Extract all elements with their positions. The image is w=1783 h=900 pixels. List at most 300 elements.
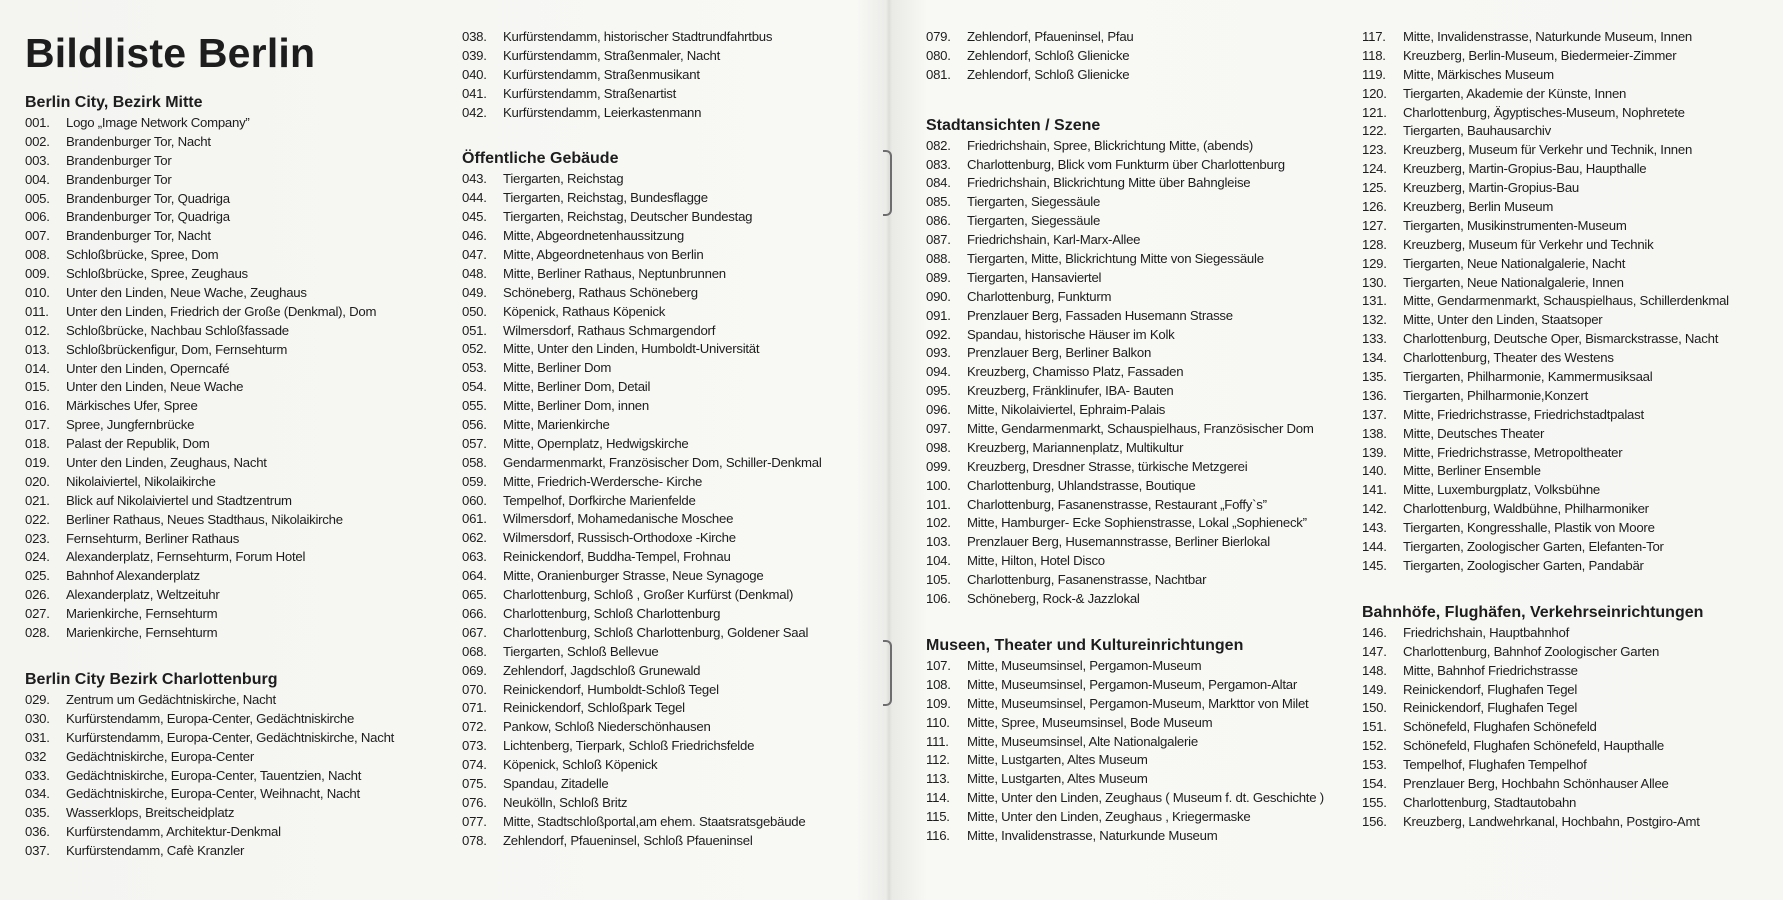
list-item bbox=[926, 420, 1346, 439]
item-caption: Kurfürstendamm, Straßenartist bbox=[503, 85, 677, 101]
list-item bbox=[462, 756, 882, 775]
item-caption: Tiergarten, Zoologischer Garten, Pandabär bbox=[1403, 557, 1644, 573]
item-caption: Unter den Linden, Neue Wache bbox=[66, 379, 244, 395]
item-caption: Mitte, Hamburger- Ecke Sophienstrasse, Lokal „Sophieneck” bbox=[967, 515, 1307, 531]
item-number: 130. bbox=[1362, 274, 1387, 290]
item-caption: Wilmersdorf, Rathaus Schmargendorf bbox=[503, 322, 716, 338]
item-caption: Tiergarten, Zoologischer Garten, Elefanten-Tor bbox=[1403, 539, 1664, 555]
item-number: 114. bbox=[926, 790, 950, 806]
item-number: 142. bbox=[1362, 501, 1387, 517]
item-number: 029. bbox=[25, 691, 50, 707]
list-item bbox=[926, 212, 1346, 231]
item-caption: Tiergarten, Musikinstrumenten-Museum bbox=[1403, 217, 1627, 233]
item-caption: Friedrichshain, Spree, Blickrichtung Mitte, (abends) bbox=[967, 137, 1254, 153]
list-item bbox=[462, 624, 882, 643]
item-number: 125. bbox=[1362, 180, 1387, 196]
list-item bbox=[926, 676, 1346, 695]
list-item bbox=[25, 804, 445, 823]
item-caption: Schönefeld, Flughafen Schönefeld bbox=[1403, 719, 1597, 735]
list-item bbox=[462, 85, 882, 104]
list-item bbox=[926, 382, 1346, 401]
item-number: 100. bbox=[926, 477, 951, 493]
list-item bbox=[1362, 538, 1782, 557]
list-item bbox=[462, 775, 882, 794]
list-item bbox=[926, 496, 1346, 515]
item-number: 152. bbox=[1362, 738, 1387, 754]
list-item bbox=[25, 265, 445, 284]
item-caption: Schloßbrücke, Nachbau Schloßfassade bbox=[66, 322, 289, 338]
list-item bbox=[462, 681, 882, 700]
item-number: 117. bbox=[1362, 29, 1386, 44]
section-heading-museen: Museen, Theater und Kultureinrichtungen bbox=[926, 636, 1244, 654]
item-caption: Mitte, Deutsches Theater bbox=[1403, 425, 1545, 441]
list-oeffentlich-b bbox=[926, 28, 1346, 85]
item-caption: Kreuzberg, Berlin Museum bbox=[1403, 199, 1554, 215]
item-caption: Nikolaiviertel, Nikolaikirche bbox=[66, 473, 216, 489]
item-number: 004. bbox=[25, 171, 50, 187]
item-number: 088. bbox=[926, 251, 951, 267]
list-item bbox=[1362, 85, 1782, 104]
item-caption: Marienkirche, Fernsehturm bbox=[66, 606, 218, 622]
spacer bbox=[926, 609, 1346, 635]
item-number: 110. bbox=[926, 714, 950, 730]
list-item bbox=[926, 137, 1346, 156]
list-item bbox=[1362, 425, 1782, 444]
item-number: 098. bbox=[926, 439, 951, 455]
item-caption: Brandenburger Tor bbox=[66, 171, 172, 187]
item-number: 064. bbox=[462, 568, 487, 584]
spacer bbox=[926, 85, 1346, 115]
item-caption: Mitte, Berliner Dom bbox=[503, 360, 612, 376]
item-caption: Prenzlauer Berg, Hochbahn Schönhauser Allee bbox=[1403, 775, 1669, 791]
item-number: 109. bbox=[926, 695, 951, 711]
item-caption: Kurfürstendamm, Europa-Center, Gedächtniskirche bbox=[66, 710, 355, 726]
list-item bbox=[1362, 756, 1782, 775]
item-number: 134. bbox=[1362, 350, 1387, 366]
list-item bbox=[926, 193, 1346, 212]
item-number: 057. bbox=[462, 435, 487, 451]
item-number: 017. bbox=[25, 417, 50, 433]
list-item bbox=[926, 174, 1346, 193]
item-caption: Schöneberg, Rathaus Schöneberg bbox=[503, 284, 698, 300]
item-number: 071. bbox=[462, 700, 487, 716]
list-item bbox=[1362, 274, 1782, 293]
list-item bbox=[926, 695, 1346, 714]
list-item bbox=[1362, 794, 1782, 813]
item-number: 106. bbox=[926, 591, 951, 607]
list-item bbox=[926, 770, 1346, 789]
item-caption: Mitte, Unter den Linden, Zeughaus , Kriegermaske bbox=[967, 809, 1251, 825]
list-item bbox=[462, 492, 882, 511]
list-item bbox=[926, 657, 1346, 676]
list-item bbox=[1362, 406, 1782, 425]
item-caption: Spandau, historische Häuser im Kolk bbox=[967, 326, 1175, 342]
list-item bbox=[926, 827, 1346, 846]
item-caption: Brandenburger Tor, Quadriga bbox=[66, 209, 230, 225]
list-item bbox=[462, 548, 882, 567]
list-item bbox=[926, 751, 1346, 770]
item-number: 009. bbox=[25, 266, 50, 282]
list-item bbox=[462, 794, 882, 813]
list-item bbox=[1362, 66, 1782, 85]
list-item bbox=[926, 533, 1346, 552]
item-number: 092. bbox=[926, 326, 951, 342]
item-number: 059. bbox=[462, 473, 487, 489]
list-item bbox=[25, 378, 445, 397]
item-caption: Mitte, Oranienburger Strasse, Neue Synagoge bbox=[503, 568, 764, 584]
item-number: 091. bbox=[926, 307, 951, 323]
item-caption: Tiergarten, Philharmonie,Konzert bbox=[1403, 387, 1589, 403]
item-number: 012. bbox=[25, 322, 50, 338]
item-number: 078. bbox=[462, 832, 487, 848]
list-item bbox=[1362, 387, 1782, 406]
list-item bbox=[462, 303, 882, 322]
item-number: 102. bbox=[926, 515, 951, 531]
item-caption: Kurfürstendamm, Europa-Center, Gedächtniskirche, Nacht bbox=[66, 729, 395, 745]
item-number: 005. bbox=[25, 190, 50, 206]
list-item bbox=[1362, 255, 1782, 274]
item-number: 095. bbox=[926, 383, 951, 399]
item-caption: Tiergarten, Hansaviertel bbox=[967, 269, 1102, 285]
list-item bbox=[462, 737, 882, 756]
column-2 bbox=[462, 28, 882, 851]
item-number: 019. bbox=[25, 455, 50, 471]
list-item bbox=[926, 552, 1346, 571]
list-item bbox=[1362, 681, 1782, 700]
item-number: 083. bbox=[926, 156, 951, 172]
item-caption: Schloßbrücke, Spree, Zeughaus bbox=[66, 266, 248, 282]
list-item bbox=[1362, 292, 1782, 311]
item-number: 119. bbox=[1362, 66, 1386, 82]
item-caption: Spandau, Zitadelle bbox=[503, 775, 609, 791]
item-caption: Mitte, Gendarmenmarkt, Schauspielhaus, Französischer Dom bbox=[967, 421, 1314, 437]
item-number: 002. bbox=[25, 133, 50, 149]
item-caption: Unter den Linden, Zeughaus, Nacht bbox=[66, 455, 267, 471]
item-caption: Logo „Image Network Company” bbox=[66, 115, 250, 130]
list-item bbox=[25, 691, 445, 710]
item-number: 067. bbox=[462, 624, 487, 640]
item-number: 107. bbox=[926, 657, 951, 673]
item-caption: Prenzlauer Berg, Fassaden Husemann Strasse bbox=[967, 307, 1233, 323]
item-caption: Schloßbrückenfigur, Dom, Fernsehturm bbox=[66, 341, 288, 357]
item-number: 146. bbox=[1362, 624, 1387, 640]
item-number: 053. bbox=[462, 360, 487, 376]
list-item bbox=[1362, 519, 1782, 538]
list-item bbox=[1362, 198, 1782, 217]
item-number: 124. bbox=[1362, 161, 1387, 177]
list-item bbox=[462, 208, 882, 227]
staple-top bbox=[883, 150, 892, 216]
list-item bbox=[926, 326, 1346, 345]
item-caption: Wilmersdorf, Mohamedanische Moschee bbox=[503, 511, 734, 527]
item-number: 136. bbox=[1362, 387, 1387, 403]
item-caption: Charlottenburg, Fasanenstrasse, Nachtbar bbox=[967, 572, 1207, 588]
item-number: 138. bbox=[1362, 425, 1387, 441]
item-number: 065. bbox=[462, 587, 487, 603]
item-caption: Mitte, Spree, Museumsinsel, Bode Museum bbox=[967, 714, 1213, 730]
list-item bbox=[462, 340, 882, 359]
item-number: 068. bbox=[462, 643, 487, 659]
item-number: 049. bbox=[462, 284, 487, 300]
item-number: 021. bbox=[25, 492, 50, 508]
item-caption: Tiergarten, Schloß Bellevue bbox=[503, 643, 659, 659]
list-item bbox=[926, 789, 1346, 808]
item-number: 147. bbox=[1362, 643, 1387, 659]
item-caption: Tiergarten, Akademie der Künste, Innen bbox=[1403, 85, 1627, 101]
item-caption: Charlottenburg, Uhlandstrasse, Boutique bbox=[967, 477, 1196, 493]
item-caption: Zehlendorf, Pfaueninsel, Pfau bbox=[967, 29, 1134, 44]
list-item bbox=[462, 416, 882, 435]
list-item bbox=[25, 114, 445, 133]
spacer bbox=[462, 122, 882, 148]
item-caption: Kurfürstendamm, historischer Stadtrundfahrtbus bbox=[503, 29, 773, 44]
list-mitte bbox=[25, 114, 445, 643]
item-number: 148. bbox=[1362, 662, 1387, 678]
item-caption: Bahnhof Alexanderplatz bbox=[66, 568, 200, 584]
item-caption: Charlottenburg, Funkturm bbox=[967, 288, 1112, 304]
list-item bbox=[926, 363, 1346, 382]
list-item bbox=[25, 227, 445, 246]
item-number: 156. bbox=[1362, 813, 1387, 829]
item-number: 135. bbox=[1362, 369, 1387, 385]
item-number: 131. bbox=[1362, 293, 1387, 309]
item-number: 075. bbox=[462, 775, 487, 791]
item-number: 058. bbox=[462, 454, 487, 470]
list-item bbox=[1362, 481, 1782, 500]
item-number: 128. bbox=[1362, 236, 1387, 252]
item-number: 122. bbox=[1362, 123, 1387, 139]
item-number: 084. bbox=[926, 175, 951, 191]
item-number: 043. bbox=[462, 171, 487, 187]
list-item bbox=[25, 473, 445, 492]
item-number: 030. bbox=[25, 710, 50, 726]
list-item bbox=[462, 605, 882, 624]
page-title: Bildliste Berlin bbox=[25, 30, 316, 76]
item-caption: Mitte, Opernplatz, Hedwigskirche bbox=[503, 435, 689, 451]
item-caption: Mitte, Berliner Dom, Detail bbox=[503, 379, 651, 395]
item-caption: Pankow, Schloß Niederschönhausen bbox=[503, 719, 711, 735]
list-item bbox=[25, 360, 445, 379]
item-caption: Neukölln, Schloß Britz bbox=[503, 794, 628, 810]
item-number: 036. bbox=[25, 824, 50, 840]
list-item bbox=[25, 823, 445, 842]
section-heading-bahnhoefe: Bahnhöfe, Flughäfen, Verkehrseinrichtungen bbox=[1362, 603, 1704, 621]
list-item bbox=[926, 288, 1346, 307]
item-number: 022. bbox=[25, 511, 50, 527]
item-caption: Prenzlauer Berg, Berliner Balkon bbox=[967, 345, 1152, 361]
item-caption: Mitte, Unter den Linden, Humboldt-Universität bbox=[503, 341, 760, 357]
list-item bbox=[926, 47, 1346, 66]
item-number: 079. bbox=[926, 29, 951, 44]
list-item bbox=[1362, 28, 1782, 47]
item-number: 112. bbox=[926, 752, 950, 768]
item-number: 054. bbox=[462, 379, 487, 395]
list-oeffentlich-a bbox=[462, 170, 882, 850]
list-item bbox=[1362, 349, 1782, 368]
item-caption: Zehlendorf, Jagdschloß Grunewald bbox=[503, 662, 701, 678]
item-number: 052. bbox=[462, 341, 487, 357]
item-number: 104. bbox=[926, 553, 951, 569]
item-caption: Kreuzberg, Chamisso Platz, Fassaden bbox=[967, 364, 1184, 380]
item-number: 090. bbox=[926, 288, 951, 304]
list-item bbox=[1362, 775, 1782, 794]
list-item bbox=[462, 699, 882, 718]
list-item bbox=[25, 586, 445, 605]
item-number: 024. bbox=[25, 549, 50, 565]
item-number: 080. bbox=[926, 47, 951, 63]
item-number: 056. bbox=[462, 417, 487, 433]
item-caption: Mitte, Friedrich-Werdersche- Kirche bbox=[503, 473, 703, 489]
item-caption: Unter den Linden, Operncafé bbox=[66, 360, 230, 376]
item-caption: Kurfürstendamm, Straßenmaler, Nacht bbox=[503, 47, 720, 63]
item-caption: Zentrum um Gedächtniskirche, Nacht bbox=[66, 691, 276, 707]
item-number: 069. bbox=[462, 662, 487, 678]
item-caption: Mitte, Friedrichstrasse, Friedrichstadtpalast bbox=[1403, 406, 1644, 422]
item-number: 123. bbox=[1362, 142, 1387, 158]
item-number: 028. bbox=[25, 625, 50, 641]
section-heading-stadtansichten: Stadtansichten / Szene bbox=[926, 116, 1101, 134]
list-item bbox=[25, 246, 445, 265]
item-caption: Mitte, Lustgarten, Altes Museum bbox=[967, 771, 1148, 787]
list-item bbox=[462, 435, 882, 454]
list-item bbox=[926, 477, 1346, 496]
item-caption: Mitte, Unter den Linden, Zeughaus ( Museum f. dt. Geschichte ) bbox=[967, 790, 1324, 806]
item-number: 120. bbox=[1362, 85, 1387, 101]
item-number: 081. bbox=[926, 66, 951, 82]
list-item bbox=[25, 567, 445, 586]
item-caption: Gendarmenmarkt, Französischer Dom, Schiller-Denkmal bbox=[503, 454, 822, 470]
item-caption: Charlottenburg, Deutsche Oper, Bismarckstrasse, Nacht bbox=[1403, 331, 1719, 347]
item-number: 108. bbox=[926, 676, 951, 692]
item-number: 037. bbox=[25, 843, 50, 859]
item-number: 089. bbox=[926, 269, 951, 285]
list-item bbox=[926, 344, 1346, 363]
list-item bbox=[1362, 718, 1782, 737]
list-item bbox=[462, 104, 882, 123]
item-caption: Charlottenburg, Theater des Westens bbox=[1403, 350, 1614, 366]
item-caption: Fernsehturm, Berliner Rathaus bbox=[66, 530, 240, 546]
list-item bbox=[926, 808, 1346, 827]
item-number: 074. bbox=[462, 757, 487, 773]
item-caption: Kreuzberg, Museum für Verkehr und Technik, Innen bbox=[1403, 142, 1693, 158]
list-item bbox=[462, 322, 882, 341]
list-item bbox=[25, 767, 445, 786]
item-caption: Lichtenberg, Tierpark, Schloß Friedrichsfelde bbox=[503, 738, 755, 754]
item-number: 096. bbox=[926, 402, 951, 418]
item-caption: Mitte, Bahnhof Friedrichstrasse bbox=[1403, 662, 1578, 678]
item-caption: Kurfürstendamm, Cafè Kranzler bbox=[66, 843, 245, 859]
section-heading-charlottenburg: Berlin City Bezirk Charlottenburg bbox=[25, 670, 278, 688]
item-number: 121. bbox=[1362, 104, 1387, 120]
list-item bbox=[25, 341, 445, 360]
list-item bbox=[25, 530, 445, 549]
item-caption: Reinickendorf, Buddha-Tempel, Frohnau bbox=[503, 549, 731, 565]
list-item bbox=[1362, 662, 1782, 681]
spacer bbox=[1362, 576, 1782, 602]
item-caption: Mitte, Abgeordnetenhaussitzung bbox=[503, 228, 684, 244]
column-1 bbox=[25, 92, 445, 861]
list-item bbox=[926, 231, 1346, 250]
list-item bbox=[1362, 813, 1782, 832]
list-item bbox=[1362, 47, 1782, 66]
item-caption: Märkisches Ufer, Spree bbox=[66, 398, 198, 414]
list-item bbox=[25, 152, 445, 171]
item-caption: Mitte, Museumsinsel, Alte Nationalgalerie bbox=[967, 733, 1198, 749]
list-item bbox=[926, 156, 1346, 175]
item-caption: Mitte, Berliner Dom, innen bbox=[503, 398, 649, 414]
list-item bbox=[926, 714, 1346, 733]
item-number: 140. bbox=[1362, 463, 1387, 479]
list-item bbox=[926, 571, 1346, 590]
item-caption: Mitte, Abgeordnetenhaus von Berlin bbox=[503, 247, 704, 263]
item-number: 155. bbox=[1362, 794, 1387, 810]
list-item bbox=[25, 624, 445, 643]
list-item bbox=[462, 284, 882, 303]
list-item bbox=[926, 590, 1346, 609]
item-caption: Wasserklops, Breitscheidplatz bbox=[66, 805, 235, 821]
item-number: 115. bbox=[926, 809, 950, 825]
list-charlottenburg-b bbox=[462, 28, 882, 122]
list-item bbox=[1362, 217, 1782, 236]
item-caption: Prenzlauer Berg, Husemannstrasse, Berliner Bierlokal bbox=[967, 534, 1270, 550]
item-caption: Mitte, Invalidenstrasse, Naturkunde Museum, Innen bbox=[1403, 29, 1693, 44]
item-caption: Marienkirche, Fernsehturm bbox=[66, 625, 218, 641]
item-caption: Mitte, Invalidenstrasse, Naturkunde Museum bbox=[967, 827, 1218, 843]
item-caption: Schöneberg, Rock-& Jazzlokal bbox=[967, 591, 1140, 607]
item-caption: Brandenburger Tor, Nacht bbox=[66, 133, 211, 149]
item-caption: Mitte, Unter den Linden, Staatsoper bbox=[1403, 312, 1603, 328]
list-item bbox=[926, 439, 1346, 458]
list-item bbox=[462, 454, 882, 473]
list-item bbox=[1362, 557, 1782, 576]
list-item bbox=[1362, 160, 1782, 179]
item-caption: Kreuzberg, Mariannenplatz, Multikultur bbox=[967, 439, 1184, 455]
list-item bbox=[926, 307, 1346, 326]
list-item bbox=[462, 397, 882, 416]
item-number: 063. bbox=[462, 549, 487, 565]
list-item bbox=[462, 246, 882, 265]
list-item bbox=[1362, 444, 1782, 463]
list-item bbox=[926, 66, 1346, 85]
item-number: 137. bbox=[1362, 406, 1387, 422]
item-number: 077. bbox=[462, 813, 487, 829]
item-number: 046. bbox=[462, 228, 487, 244]
item-caption: Tiergarten, Mitte, Blickrichtung Mitte von Siegessäule bbox=[967, 251, 1264, 267]
list-item bbox=[1362, 462, 1782, 481]
list-item bbox=[1362, 643, 1782, 662]
item-number: 018. bbox=[25, 436, 50, 452]
list-item bbox=[25, 397, 445, 416]
item-caption: Mitte, Märkisches Museum bbox=[1403, 66, 1554, 82]
list-item bbox=[25, 710, 445, 729]
list-item bbox=[462, 473, 882, 492]
list-item bbox=[1362, 737, 1782, 756]
item-number: 041. bbox=[462, 85, 487, 101]
item-number: 150. bbox=[1362, 700, 1387, 716]
item-number: 066. bbox=[462, 605, 487, 621]
item-caption: Charlottenburg, Ägyptisches-Museum, Nophretete bbox=[1403, 104, 1685, 120]
item-caption: Tiergarten, Reichstag, Bundesflagge bbox=[503, 190, 708, 206]
list-item bbox=[25, 322, 445, 341]
item-caption: Charlottenburg, Stadtautobahn bbox=[1403, 794, 1577, 810]
list-item bbox=[25, 548, 445, 567]
item-caption: Blick auf Nikolaiviertel und Stadtzentrum bbox=[66, 492, 292, 508]
item-caption: Charlottenburg, Schloß Charlottenburg bbox=[503, 605, 721, 621]
item-number: 032 bbox=[25, 748, 47, 764]
item-caption: Reinickendorf, Humboldt-Schloß Tegel bbox=[503, 681, 719, 697]
item-number: 062. bbox=[462, 530, 487, 546]
item-number: 055. bbox=[462, 398, 487, 414]
